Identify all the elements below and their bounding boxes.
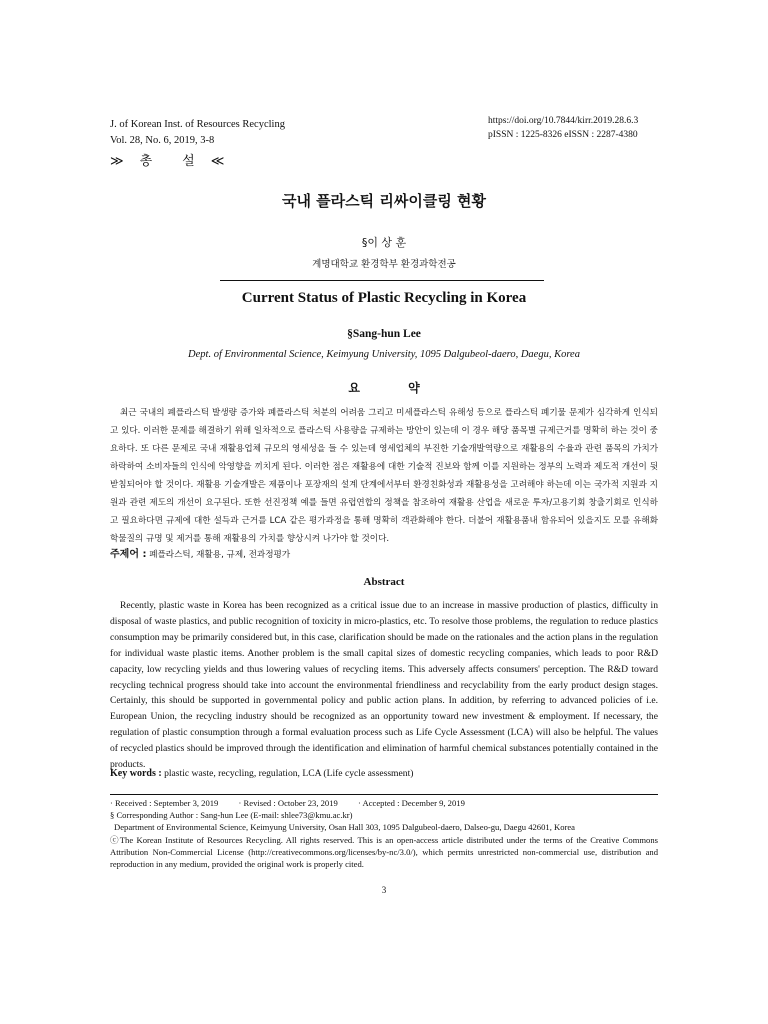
- corresponding-author: § Corresponding Author : Sang-hun Lee (E-mail: shlee73@kmu.ac.kr): [110, 810, 353, 821]
- journal-info: [110, 117, 285, 149]
- page-number: 3: [381, 885, 387, 895]
- english-keywords-text: plastic waste, recycling, regulation, LCA (Life cycle assessment): [164, 768, 414, 779]
- article-dates: [110, 797, 658, 809]
- korean-affiliation: 계명대학교 환경학부 환경과학전공: [312, 259, 456, 270]
- section-char-2: 설: [182, 154, 197, 169]
- english-author: §Sang-hun Lee: [347, 328, 421, 340]
- journal-volume: Vol. 28, No. 6, 2019, 3-8: [110, 135, 215, 146]
- korean-keywords-text: 폐플라스틱, 재활용, 규제, 전과정평가: [149, 550, 291, 560]
- english-keywords: [110, 768, 413, 779]
- english-abstract: Recently, plastic waste in Korea has been recognized as a critical issue due to an increase in massive production of plastics, difficulty in disposal of waste plastics, and public recognition of toxicity in micro-plastics, etc. To resolve those problems, the regulation to reduce plastics consumption may be primarily considered but, in this case, clarification should be made on the rationales and the action plans in the regulation for individual waste plastic items. Another problem is the small capital sizes of domestic recycling companies, which leads to poor R&D capacity, low recycling yields and thus lowering values of recycling items. This adversely affects consumers' perception. The R&D toward recycling technical progress should take into account the environmental friendliness and recyclability from the early product design stages. Certainly, this should be supported in governmental policy and public action plans. In addition, by referring to advanced policies of i.e. European Union, the recycling industry should be recognized as an opportunity toward new investment & employment. If necessary, the regulation of plastic consumption through a formal evaluation process such as Life Cycle Assessment (LCA) will also be helpful. The values of recycled plastics should be improved through the identification and elimination of harmful chemical substances potentially contained in the products.: [110, 600, 658, 771]
- author-address: Department of Environmental Science, Keimyung University, Osan Hall 303, 1095 Dalgubeol-daero, Dalseo-gu, Daegu 42601, Korea: [114, 822, 575, 833]
- korean-author: §이 상 훈: [361, 236, 407, 249]
- footnote-divider: [110, 794, 658, 795]
- footnotes: [110, 797, 658, 870]
- section-label: [110, 150, 226, 169]
- korean-abstract: 최근 국내의 폐플라스틱 발생량 증가와 폐플라스틱 처분의 어려움 그리고 미세플라스틱 유해성 등으로 플라스틱 폐기물 문제가 심각하게 인식되고 있다. 이러한 문제를 해결하기 위해 일차적으로 플라스틱 사용량을 규제하는 방안이 있는데 이 경우 해당 품목별 규제근거를 명확히 하는 것이 중요하다. 또 다른 문제로 국내 재활용업체 규모의 영세성을 들 수 있는데 영세업체의 부진한 기술개발역량으로 재활용의 수율과 관련 품목의 가치가 하락하여 소비자들의 인식에 악영향을 끼치게 된다. 이러한 점은 재활용에 대한 기술적 진보와 함께 이를 지원하는 정부의 노력과 제도적 개선이 뒷받침되어야 할 것이다. 재활용 기술개발은 제품이나 포장재의 설계 단계에서부터 환경친화성과 재활용성을 고려해야 하는데 이는 국가적 지원과 지원과 관련 제도의 개선이 요구된다. 또한 선진정책 예를 들면 유럽연합의 정책을 참조하여 재활용 산업을 새로운 투자/고용기회 창출기회로 인식하고 필요하다면 규제에 대한 설득과 근거를 LCA 같은 평가과정을 통해 명확히 객관화해야 한다. 더불어 재활용품내 함유되어 있을지도 모를 유해화학물질의 규명 및 제거를 통해 재활용의 가치를 향상시켜 나가야 할 것이다.: [110, 408, 658, 544]
- english-title: Current Status of Plastic Recycling in Korea: [241, 290, 527, 306]
- copyright-notice: ⓒThe Korean Institute of Resources Recycling. All rights reserved. This is an open-access article distributed under the terms of the Creative Commons Attribution Non-Commercial License (http://creativecommons.org/licenses/by-nc/3.0/), which permits unrestricted non-commercial use, distribution and reproduction in any medium, provided the original work is properly cited.: [110, 834, 658, 870]
- accepted-date: · Accepted : December 9, 2019: [357, 798, 465, 808]
- korean-title: 국내 플라스틱 리싸이클링 현황: [281, 192, 487, 210]
- received-date: · Received : September 3, 2019: [110, 798, 219, 808]
- title-divider: [220, 280, 544, 281]
- section-left-mark: ≫: [110, 154, 126, 169]
- english-keywords-label: Key words :: [110, 768, 162, 779]
- section-char-1: 총: [139, 154, 155, 169]
- english-affiliation: Dept. of Environmental Science, Keimyung University, 1095 Dalgubeol-daero, Daegu, Korea: [188, 349, 580, 360]
- korean-keywords: [110, 545, 290, 560]
- issn: pISSN : 1225-8326 eISSN : 2287-4380: [488, 130, 638, 140]
- section-right-mark: ≪: [210, 154, 227, 169]
- korean-keywords-label: 주제어 :: [110, 549, 147, 560]
- korean-abstract-heading: 요 약: [348, 381, 442, 395]
- journal-name: J. of Korean Inst. of Resources Recycling: [110, 119, 285, 130]
- doi-link[interactable]: https://doi.org/10.7844/kirr.2019.28.6.3: [488, 116, 639, 126]
- abstract-heading: Abstract: [363, 576, 405, 588]
- doi-info: [488, 114, 638, 142]
- revised-date: · Revised : October 23, 2019: [238, 798, 338, 808]
